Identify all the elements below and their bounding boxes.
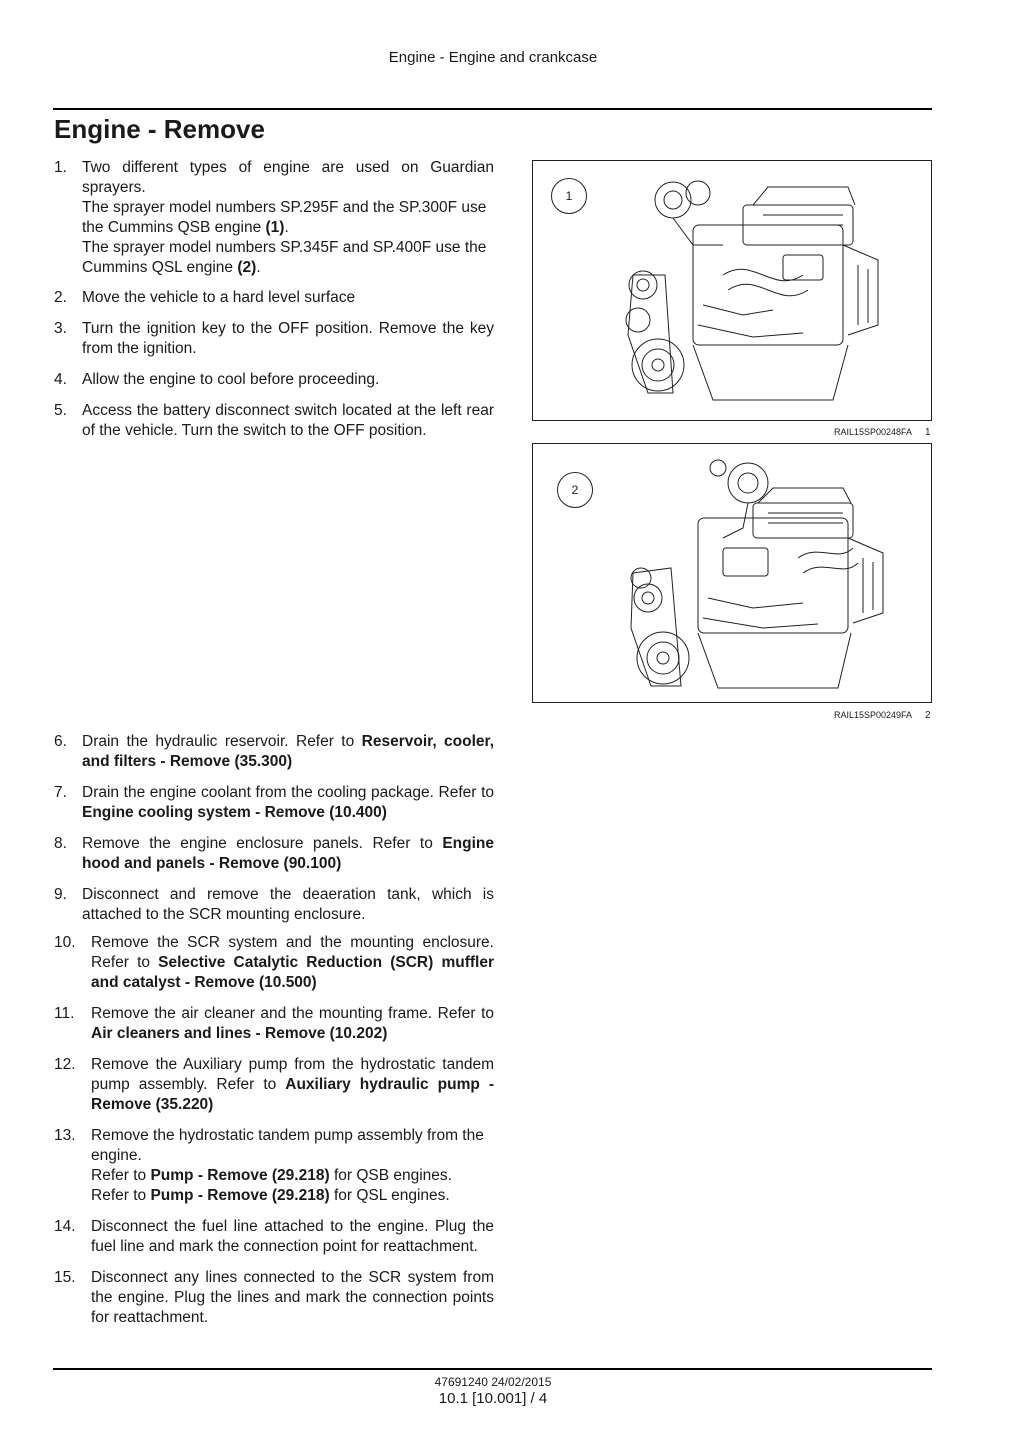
step-text: Two different types of engine are used on Guardian sprayers.	[82, 159, 494, 196]
header-rule	[53, 108, 932, 110]
figure-callout: 1	[551, 178, 587, 214]
figure-code: RAIL15SP00248FA	[834, 427, 913, 437]
footer-rule	[53, 1368, 932, 1370]
step-15	[54, 1268, 494, 1328]
step-11	[54, 1004, 494, 1044]
figure-engine-qsb	[532, 160, 932, 421]
step-number: 3.	[54, 320, 67, 337]
step-6	[54, 732, 494, 772]
step-number: 11.	[54, 1005, 75, 1022]
engine-reference: (2)	[237, 259, 257, 276]
figure-code: RAIL15SP00249FA	[834, 710, 913, 720]
page-title: Engine - Remove	[54, 114, 265, 144]
step-12	[54, 1055, 494, 1115]
step-text: Refer to	[91, 1187, 151, 1204]
engine-illustration-icon	[603, 448, 903, 698]
cross-reference-link[interactable]: Air cleaners and lines - Remove (10.202)	[91, 1025, 388, 1042]
step-number: 5.	[54, 402, 67, 419]
figure-engine-qsl	[532, 443, 932, 703]
figure-number: 1	[925, 427, 931, 438]
procedure-steps-group-2	[54, 732, 494, 936]
step-1	[54, 158, 494, 278]
cross-reference-link[interactable]: Engine cooling system - Remove (10.400)	[82, 804, 387, 821]
step-text: Drain the hydraulic reservoir. Refer to	[82, 733, 362, 750]
cross-reference-link[interactable]: Pump - Remove (29.218)	[150, 1167, 330, 1184]
step-text-line	[82, 238, 494, 278]
step-text: for QSB engines.	[329, 1167, 452, 1184]
step-3	[54, 319, 494, 359]
engine-reference: (1)	[265, 219, 285, 236]
step-text: Disconnect and remove the deaeration tank, which is attached to the SCR mounting enclosure.	[82, 886, 494, 923]
punctuation: .	[256, 259, 261, 276]
step-text: Drain the engine coolant from the cooling package. Refer to	[82, 784, 494, 801]
page-number: 10.1 [10.001] / 4	[438, 1390, 548, 1407]
engine-illustration-icon	[603, 165, 903, 415]
punctuation: .	[284, 219, 289, 236]
step-text-line	[91, 1186, 494, 1206]
step-text: Allow the engine to cool before proceeding.	[82, 371, 380, 388]
procedure-steps-group-3	[54, 933, 494, 1339]
step-14	[54, 1217, 494, 1257]
step-8	[54, 834, 494, 874]
step-number: 10.	[54, 934, 76, 951]
cross-reference-link[interactable]: Reservoir, cooler, and filters - Remove (35.300)	[82, 733, 494, 770]
step-2	[54, 288, 494, 308]
step-number: 15.	[54, 1269, 76, 1286]
step-number: 12.	[54, 1056, 76, 1073]
procedure-steps-group-1	[54, 158, 494, 452]
step-text: Remove the Auxiliary pump from the hydrostatic tandem pump assembly. Refer to	[91, 1056, 494, 1093]
step-text-line	[91, 1166, 494, 1186]
step-7	[54, 783, 494, 823]
step-text-line	[82, 198, 494, 238]
step-text: Remove the engine enclosure panels. Refer to	[82, 835, 443, 852]
step-number: 1.	[54, 159, 67, 176]
step-text: Disconnect the fuel line attached to the engine. Plug the fuel line and mark the connection point for reattachment.	[91, 1218, 494, 1255]
step-text: Move the vehicle to a hard level surface	[82, 289, 356, 306]
step-13	[54, 1126, 494, 1206]
step-number: 14.	[54, 1218, 76, 1235]
step-number: 7.	[54, 784, 67, 801]
step-text: Refer to	[91, 1167, 151, 1184]
step-9	[54, 885, 494, 925]
step-text: Turn the ignition key to the OFF position. Remove the key from the ignition.	[82, 320, 494, 357]
step-text: Access the battery disconnect switch located at the left rear of the vehicle. Turn the switch to the OFF position.	[82, 402, 494, 439]
step-text: Remove the SCR system and the mounting enclosure. Refer to	[91, 934, 494, 971]
step-number: 6.	[54, 733, 67, 750]
step-text: The sprayer model numbers SP.295F and the SP.300F use the Cummins QSB engine	[82, 199, 487, 236]
step-number: 13.	[54, 1127, 76, 1144]
step-4	[54, 370, 494, 390]
document-code: 47691240 24/02/2015	[434, 1375, 552, 1389]
step-number: 8.	[54, 835, 67, 852]
section-header: Engine - Engine and crankcase	[388, 49, 598, 66]
cross-reference-link[interactable]: Auxiliary hydraulic pump - Remove (35.220)	[91, 1076, 494, 1113]
step-number: 2.	[54, 289, 67, 306]
cross-reference-link[interactable]: Selective Catalytic Reduction (SCR) muffler and catalyst - Remove (10.500)	[91, 954, 494, 991]
step-text: The sprayer model numbers SP.345F and SP.400F use the Cummins QSL engine	[82, 239, 487, 276]
figure-callout: 2	[557, 472, 593, 508]
step-number: 4.	[54, 371, 67, 388]
cross-reference-link[interactable]: Pump - Remove (29.218)	[150, 1187, 330, 1204]
cross-reference-link[interactable]: Engine hood and panels - Remove (90.100)	[82, 835, 494, 872]
step-text: Disconnect any lines connected to the SCR system from the engine. Plug the lines and mark the connection points for reattachment.	[91, 1269, 494, 1326]
step-text: for QSL engines.	[329, 1187, 450, 1204]
step-5	[54, 401, 494, 441]
step-10	[54, 933, 494, 993]
figure-number: 2	[925, 710, 931, 721]
step-number: 9.	[54, 886, 67, 903]
step-text: Remove the air cleaner and the mounting frame. Refer to	[91, 1005, 494, 1022]
step-text: Remove the hydrostatic tandem pump assembly from the engine.	[91, 1127, 484, 1164]
